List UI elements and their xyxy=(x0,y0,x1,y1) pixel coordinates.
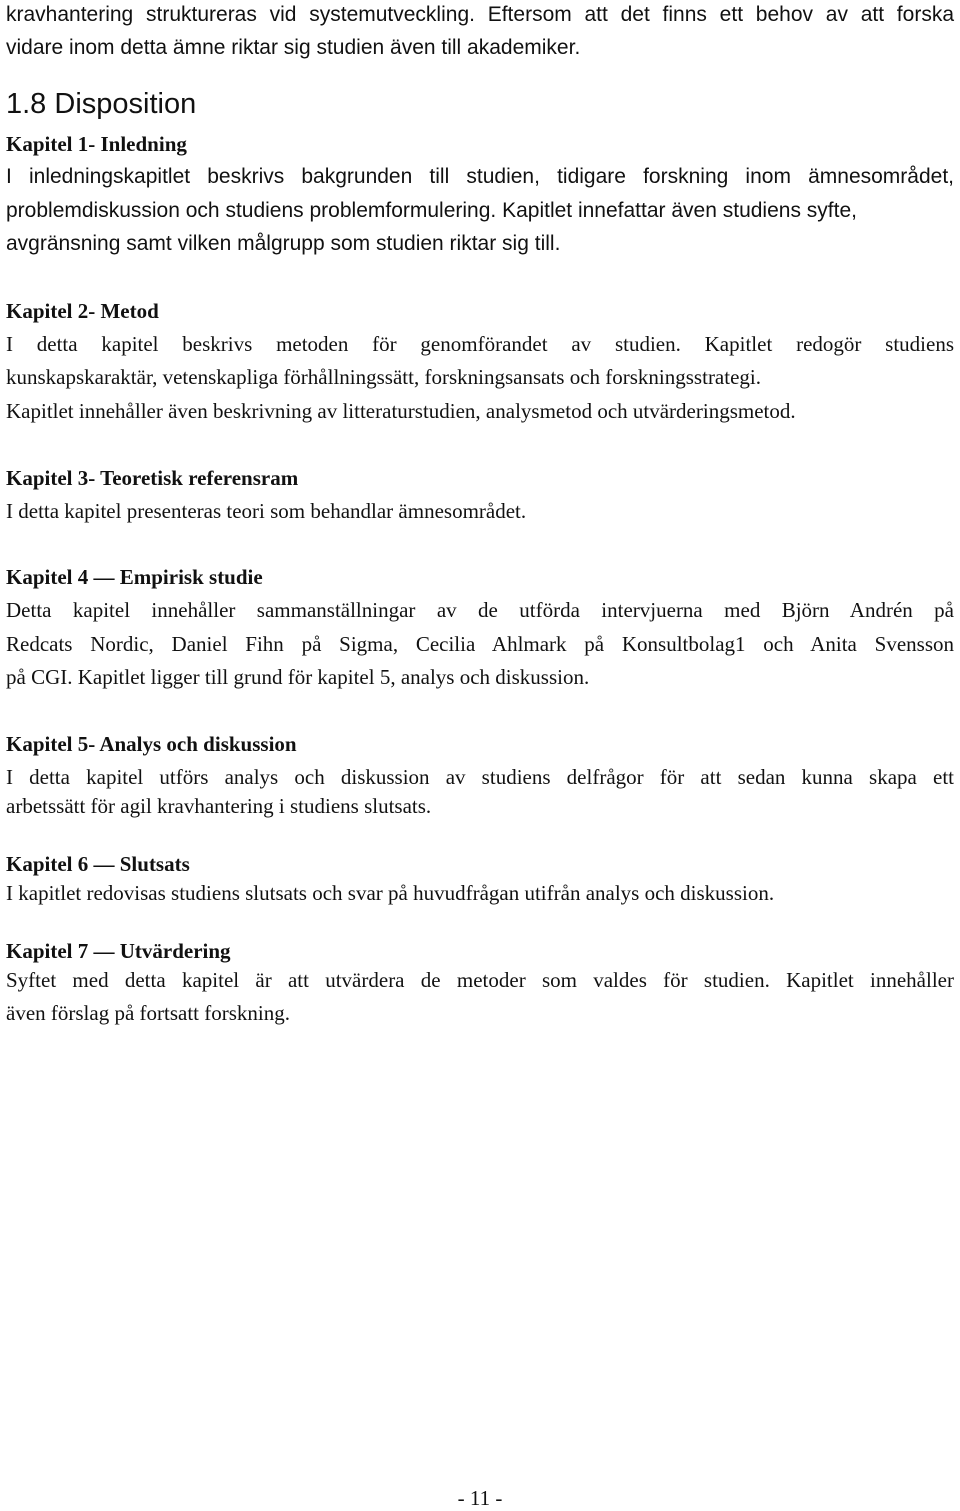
chapter-2-line: kunskapskaraktär, vetenskapliga förhållningssätt, forskningsansats och forskningsstrategi. xyxy=(6,365,761,389)
chapter-5-line: arbetssätt för agil kravhantering i studiens slutsats. xyxy=(6,794,432,818)
chapter-2-title: Kapitel 2- Metod xyxy=(6,299,159,323)
chapter-1-title: Kapitel 1- Inledning xyxy=(6,132,187,156)
chapter-7-line: Syftet med detta kapitel är att utvärdera de metoder som valdes för studien. Kapitlet innehåller xyxy=(6,968,954,992)
chapter-4-title: Kapitel 4 — Empirisk studie xyxy=(6,565,263,589)
chapter-5-title: Kapitel 5- Analys och diskussion xyxy=(6,732,297,756)
intro-line-1: kravhantering struktureras vid systemutveckling. Eftersom att det finns ett behov av att forska xyxy=(6,3,954,26)
chapter-1-line: avgränsning samt vilken målgrupp som studien riktar sig till. xyxy=(6,232,561,255)
intro-line-2: vidare inom detta ämne riktar sig studien även till akademiker. xyxy=(6,36,581,59)
chapter-3-line: I detta kapitel presenteras teori som behandlar ämnesområdet. xyxy=(6,499,527,523)
chapter-2-line xyxy=(6,331,954,357)
chapter-5-line: I detta kapitel utförs analys och diskussion av studiens delfrågor för att sedan kunna skapa ett xyxy=(6,765,954,789)
chapter-3-title: Kapitel 3- Teoretisk referensram xyxy=(6,466,299,490)
chapter-6-title: Kapitel 6 — Slutsats xyxy=(6,852,190,876)
chapter-1-text: problemdiskussion och studiens problemformulering. xyxy=(6,199,497,222)
chapter-4-line: Detta kapitel innehåller sammanställningar av de utförda intervjuerna med Björn Andrén på xyxy=(6,598,954,622)
chapter-4-line: Redcats Nordic, Daniel Fihn på Sigma, Cecilia Ahlmark på Konsultbolag1 och Anita Svensson xyxy=(6,632,954,656)
chapter-7-line: även förslag på fortsatt forskning. xyxy=(6,1001,291,1025)
chapter-2-text: Kapitlet redogör studiens xyxy=(680,332,954,356)
section-heading: 1.8 Disposition xyxy=(6,88,197,120)
chapter-1-line: I inledningskapitlet beskrivs bakgrunden till studien, tidigare forskning inom ämnesområdet, xyxy=(6,165,954,188)
chapter-2-line: Kapitlet innehåller även beskrivning av litteraturstudien, analysmetod och utvärderingsmetod. xyxy=(6,399,796,423)
chapter-6-line: I kapitlet redovisas studiens slutsats och svar på huvudfrågan utifrån analys och diskussion. xyxy=(6,881,775,905)
chapter-4-line: på CGI. Kapitlet ligger till grund för kapitel 5, analys och diskussion. xyxy=(6,665,590,689)
chapter-7-title: Kapitel 7 — Utvärdering xyxy=(6,939,231,963)
chapter-2-text: I detta kapitel beskrivs metoden för genomförandet av studien. xyxy=(6,332,681,356)
chapter-1-line xyxy=(6,198,857,224)
page-number: - 11 - xyxy=(457,1486,503,1510)
chapter-1-text: Kapitlet innefattar även studiens syfte, xyxy=(496,199,857,222)
